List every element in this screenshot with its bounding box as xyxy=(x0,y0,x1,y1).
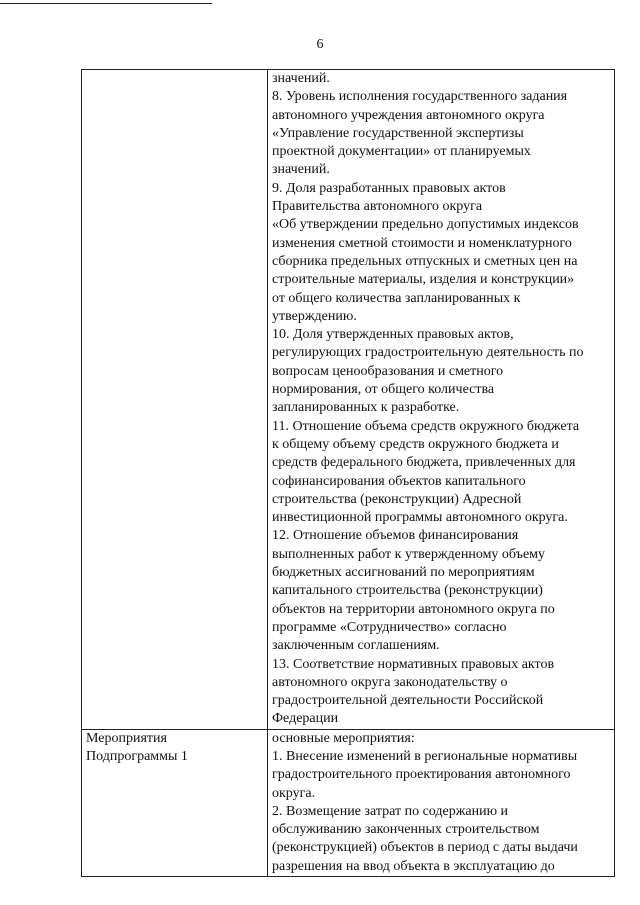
text-line: средств федерального бюджета, привлеченных для xyxy=(272,455,576,471)
text-line: вопросам ценообразования и сметного xyxy=(272,363,504,379)
text-line: «Об утверждении предельно допустимых индексов xyxy=(272,217,579,233)
text-line: объектов на территории автономного округа по xyxy=(272,601,555,617)
text-line: утверждению. xyxy=(272,308,357,324)
header-rule xyxy=(0,3,212,4)
row-label-cell xyxy=(82,70,268,730)
table-row xyxy=(82,729,615,876)
text-line: градостроительного проектирования автономного xyxy=(272,767,571,783)
text-line: 2. Возмещение затрат по содержанию и xyxy=(272,803,509,819)
text-line: 11. Отношение объема средств окружного бюджета xyxy=(272,418,580,434)
row-content-cell xyxy=(268,70,615,730)
text-line: «Управление государственной экспертизы xyxy=(272,125,524,141)
text-line: к общему объему средств окружного бюджета и xyxy=(272,436,559,452)
text-line: софинансирования объектов капитального xyxy=(272,473,526,489)
text-line: значений. xyxy=(272,162,330,178)
text-line: 10. Доля утвержденных правовых актов, xyxy=(272,327,514,343)
text-line: выполненных работ к утвержденному объему xyxy=(272,546,546,562)
text-line: основные мероприятия: xyxy=(272,730,415,746)
row-label-cell xyxy=(82,729,268,876)
text-line: 13. Соответствие нормативных правовых актов xyxy=(272,656,555,672)
text-line: программе «Сотрудничество» согласно xyxy=(272,619,507,635)
text-line: бюджетных ассигнований по мероприятиям xyxy=(272,565,535,581)
text-line: от общего количества запланированных к xyxy=(272,290,521,306)
row-content-cell xyxy=(268,729,615,876)
text-line: автономного учреждения автономного округа xyxy=(272,107,545,123)
text-line: Федерации xyxy=(272,711,339,727)
text-line: округа. xyxy=(272,785,316,801)
text-line: заключенным соглашениям. xyxy=(272,638,440,654)
text-line: градостроительной деятельности Российской xyxy=(272,693,544,709)
text-line: 1. Внесение изменений в региональные нормативы xyxy=(272,748,578,764)
text-line: Мероприятия xyxy=(86,730,167,746)
page-number: 6 xyxy=(316,37,324,52)
text-line: 12. Отношение объемов финансирования xyxy=(272,528,519,544)
text-line: (реконструкцией) объектов в период с даты выдачи xyxy=(272,840,578,856)
text-line: инвестиционной программы автономного округа. xyxy=(272,510,568,526)
text-line: Правительства автономного округа xyxy=(272,199,483,215)
text-line: строительные материалы, изделия и конструкции» xyxy=(272,272,575,288)
text-line: значений. xyxy=(272,71,330,86)
text-line: строительства (реконструкции) Адресной xyxy=(272,491,522,507)
program-table xyxy=(81,69,615,877)
text-line: обслуживанию законченных строительством xyxy=(272,822,540,838)
text-line: нормирования, от общего количества xyxy=(272,382,495,398)
text-line: сборника предельных отпускных и сметных цен на xyxy=(272,253,578,269)
text-line: автономного округа законодательству о xyxy=(272,674,508,690)
text-line: разрешения на ввод объекта в эксплуатацию до xyxy=(272,858,555,874)
text-line: изменения сметной стоимости и номенклатурного xyxy=(272,235,572,251)
table-row xyxy=(82,70,615,730)
text-line: 8. Уровень исполнения государственного задания xyxy=(272,89,568,105)
text-line: регулирующих градостроительную деятельность по xyxy=(272,345,584,361)
text-line: 9. Доля разработанных правовых актов xyxy=(272,180,506,196)
text-line: капитального строительства (реконструкции) xyxy=(272,583,543,599)
text-line: запланированных к разработке. xyxy=(272,400,460,416)
text-line: Подпрограммы 1 xyxy=(86,748,188,764)
text-line: проектной документации» от планируемых xyxy=(272,144,531,160)
